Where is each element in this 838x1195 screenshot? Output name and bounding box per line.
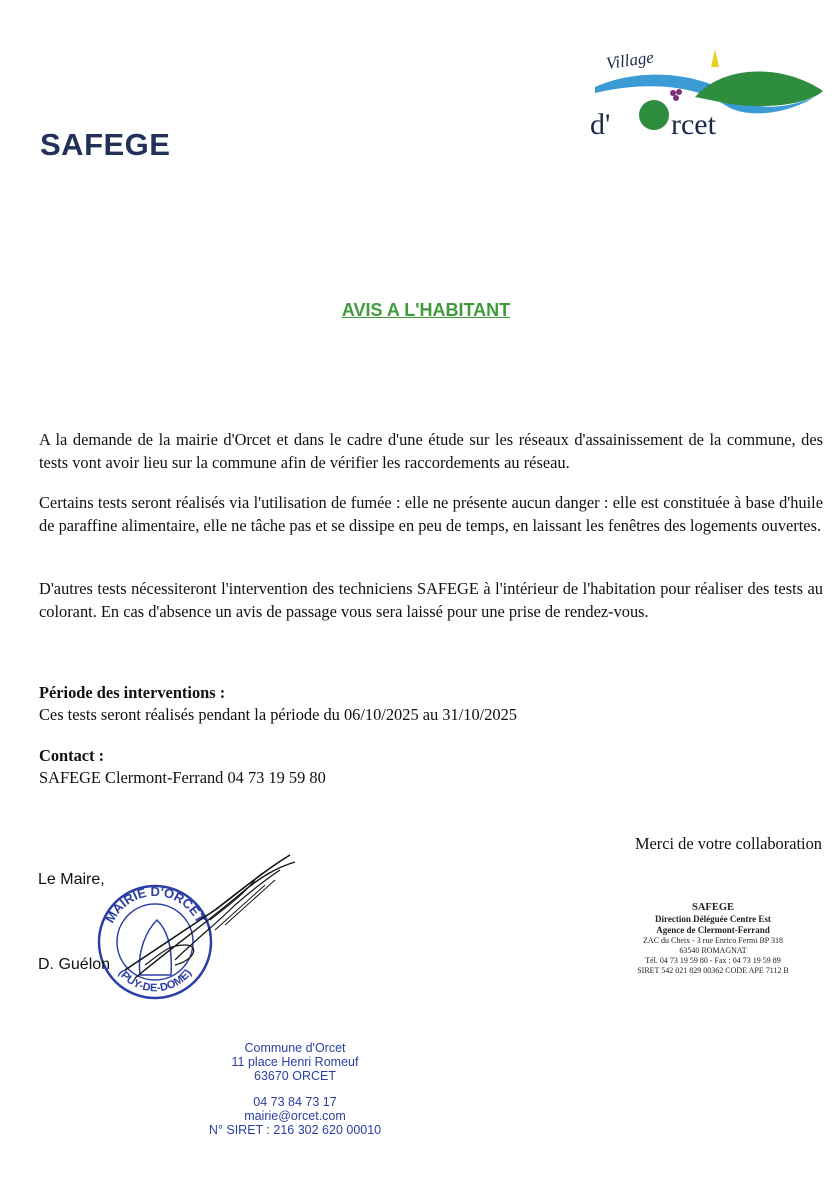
stamp-siret: SIRET 542 021 829 00362 CODE APE 7112 B <box>637 966 789 975</box>
logo-village-text: Village <box>604 47 655 73</box>
safege-logo: SAFEGE <box>40 127 171 162</box>
stamp-agency: Agence de Clermont-Ferrand <box>656 925 770 935</box>
contact-text: SAFEGE Clermont-Ferrand 04 73 19 59 80 <box>39 768 326 787</box>
period-text: Ces tests seront réalisés pendant la période du 06/10/2025 au 31/10/2025 <box>39 705 517 724</box>
stamp-address: ZAC du Cheix - 3 rue Enrico Fermi BP 318 <box>643 936 783 945</box>
svg-text:rcet: rcet <box>671 108 716 141</box>
logo-orcet-text: d' <box>590 108 611 141</box>
commune-email: mairie@orcet.com <box>244 1109 346 1123</box>
stamp-phone: Tél. 04 73 19 59 80 - Fax : 04 73 19 59 89 <box>645 956 781 965</box>
paragraph-intro: A la demande de la mairie d'Orcet et dans le cadre d'une étude sur les réseaux d'assainissement de la commune, des tests vont avoir lieu sur la commune afin de vérifier les raccordements au réseau. <box>39 430 823 472</box>
safege-stamp <box>608 902 818 976</box>
logo-green-o <box>639 100 669 130</box>
signatory-name: D. Guélon <box>38 956 111 973</box>
village-orcet-logo <box>585 45 825 145</box>
page-title: AVIS A L'HABITANT <box>341 300 511 320</box>
svg-text:(PUY-DE-DOME): (PUY-DE-DOME) <box>115 967 195 995</box>
paragraph-smoke-tests: Certains tests seront réalisés via l'utilisation de fumée : elle ne présente aucun danger : elle est constituée à base d'huile de paraffine alimentaire, elle ne tâche pas et se dissipe en peu de temps, en laissant les fenêtres des logements ouvertes. <box>39 493 823 535</box>
commune-city: 63670 ORCET <box>254 1069 336 1083</box>
commune-stamp <box>195 1041 395 1137</box>
stamp-company: SAFEGE <box>691 902 734 913</box>
logo-yellow-mark <box>711 49 719 67</box>
commune-address: 11 place Henri Romeuf <box>231 1055 359 1069</box>
signatory-title: Le Maire, <box>38 871 105 888</box>
stamp-city: 63540 ROMAGNAT <box>679 946 747 955</box>
logo-green-hill <box>695 71 823 106</box>
svg-text:MAIRIE D'ORCET: MAIRIE D'ORCET <box>102 883 209 926</box>
paragraph-dye-tests: D'autres tests nécessiteront l'intervention des techniciens SAFEGE à l'intérieur de l'habitation pour réaliser des tests au colorant. En cas d'absence un avis de passage vous sera laissé pour une prise de rendez-vous. <box>39 579 823 621</box>
mayor-signature <box>115 850 305 990</box>
closing-text: Merci de votre collaboration <box>634 834 822 853</box>
logo-grape <box>670 90 676 96</box>
commune-name: Commune d'Orcet <box>244 1041 346 1055</box>
stamp-direction: Direction Déléguée Centre Est <box>655 914 771 924</box>
period-label: Période des interventions : <box>39 683 226 702</box>
contact-label: Contact : <box>39 746 105 765</box>
commune-phone: 04 73 84 73 17 <box>253 1095 337 1109</box>
commune-siret: N° SIRET : 216 302 620 00010 <box>208 1123 382 1137</box>
